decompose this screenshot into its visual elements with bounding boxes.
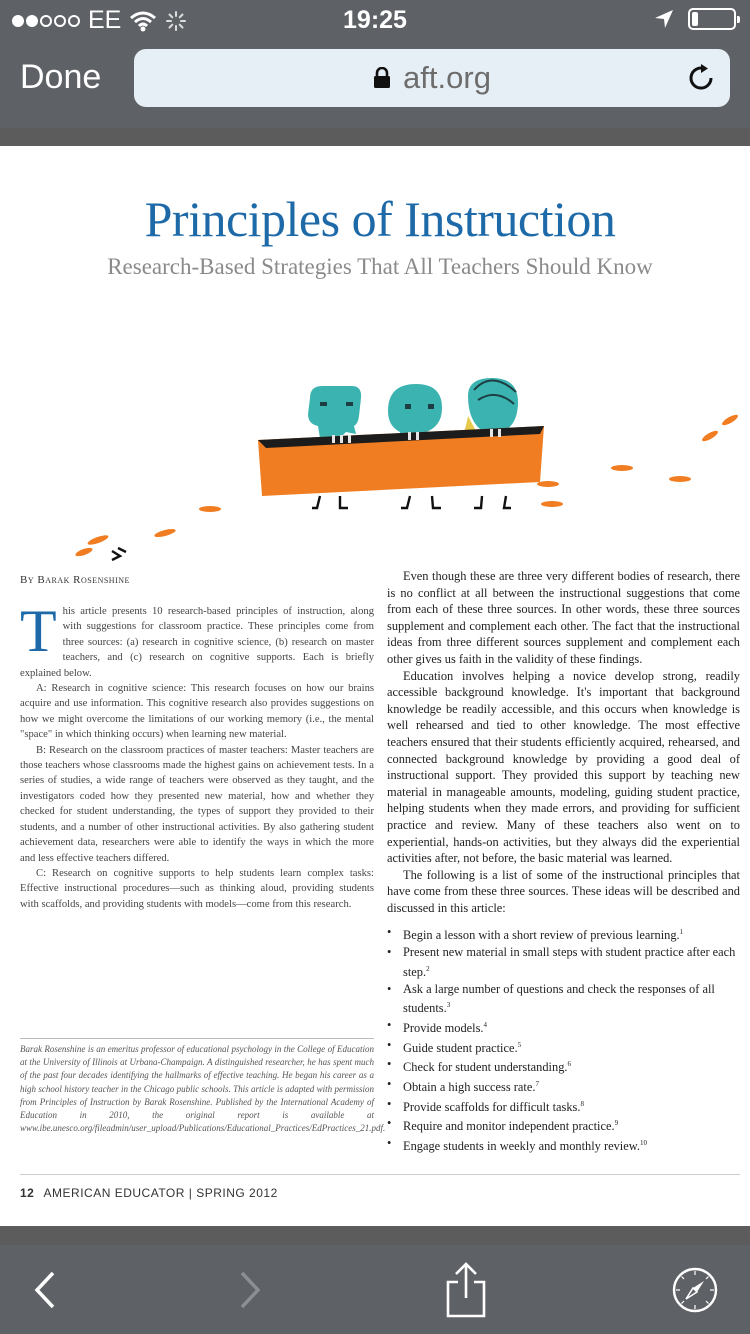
location-arrow-icon [654, 9, 674, 29]
list-item: • Provide scaffolds for difficult tasks.$^8$ [387, 1096, 740, 1116]
paragraph-cognitive-supports: C: Research on cognitive supports to help students learn complex tasks: Effective instructional procedures—such as thinking aloud, providing students with scaffolds, and providing students with models—come from this research. [20, 867, 374, 910]
paragraph-background-knowledge: Education involves helping a novice develop strong, readily accessible background knowledge. It's important that background knowledge be readily accessible, and this occurs when knowledge is well rehearsed and tied to other knowledge. The most effective teachers ensured that their students efficiently acquired, rehearsed, and connected background knowledge by providing a good deal of instructional support. They provided this support by teaching new material in manageable amounts, modeling, guiding student practice, helping students when they made errors, and providing for sufficient practice and review. Many of these teachers also went on to experiential, hands-on activities, but they always did the experiential activities after, not before, the basic material was learned. [387, 668, 740, 866]
status-bar [0, 0, 750, 40]
article-subtitle: Research-Based Strategies That All Teachers Should Know [107, 254, 653, 279]
paragraph-list-intro: The following is a list of some of the instructional principles that have come from these three sources. These ideas will be described and discussed in this article: [387, 867, 740, 915]
list-item: • Obtain a high success rate.$^7$ [387, 1076, 740, 1096]
url-text: aft.org [403, 60, 491, 95]
safari-button[interactable] [650, 1245, 740, 1334]
publication-line: AMERICAN EDUCATOR | SPRING 2012 [43, 1186, 278, 1200]
list-item: • Require and monitor independent practice.$^9$ [387, 1115, 740, 1135]
principles-list [387, 924, 740, 1154]
list-item: • Check for student understanding.$^6$ [387, 1056, 740, 1076]
lock-icon [373, 67, 391, 89]
web-content[interactable] [0, 128, 750, 1245]
reload-icon[interactable] [686, 63, 716, 93]
paragraph-three-sources: Even though these are three very different bodies of research, there is no conflict at all between the instructional suggestions that come from each of these three sources. In other words, these three sources supplement and complement each other. The fact that the instructional ideas from three different sources supplement and complement each other gives us faith in the validity of these findings. [387, 569, 740, 666]
list-item: • Provide models.$^4$ [387, 1017, 740, 1037]
forward-button[interactable] [205, 1245, 295, 1334]
byline: By Barak Rosenshine [20, 574, 130, 586]
bottom-toolbar [0, 1245, 750, 1334]
share-icon [446, 1262, 486, 1318]
intro-paragraph: his article presents 10 research-based principles of instruction, along with suggestions for classroom practice. These principles come from three sources: (a) research in cognitive science, (b) research on master teachers, and (c) research on cognitive supports. Each is briefly explained below. [20, 606, 374, 679]
article-column-right [387, 568, 740, 1155]
article-column-left [20, 598, 374, 912]
list-item: • Begin a lesson with a short review of previous learning.$^1$ [387, 924, 740, 944]
footer-divider [20, 1174, 740, 1175]
address-content [134, 49, 730, 107]
paragraph-cognitive-science: A: Research in cognitive science: This research focuses on how our brains acquire and use information. This cognitive research also provides suggestions on how we might overcome the limitations of our working memory (i.e., the mental "space" in which thinking occurs) when learning new material. [20, 683, 374, 741]
back-button[interactable] [0, 1245, 90, 1334]
status-right [654, 8, 736, 30]
carrier-name: EE [88, 6, 122, 34]
share-button[interactable] [421, 1245, 511, 1334]
battery-icon [688, 8, 736, 30]
chevron-left-icon [33, 1270, 57, 1310]
list-item: • Present new material in small steps with student practice after each step.$^2$ [387, 944, 740, 980]
article-title: Principles of Instruction [144, 191, 616, 247]
list-item: • Engage students in weekly and monthly review.$^{10}$ [387, 1135, 740, 1155]
pdf-page[interactable] [0, 146, 750, 1226]
battery-level [692, 12, 698, 26]
done-button[interactable]: Done [20, 58, 102, 96]
paragraph-master-teachers: B: Research on the classroom practices of master teachers: Master teachers are those teachers whose classrooms made the highest gains on achievement tests. In a series of studies, a wide range of teachers were observed as they taught, and the investigators coded how they presented new material, how and whether they checked for student understanding, the types of support they provided to their students, and a number of other instructional activities. By also gathering student achievement data, researchers were able to identify the ways in which the more and less effective teachers differed. [20, 744, 374, 864]
list-item: • Ask a large number of questions and check the responses of all students.$^3$ [387, 981, 740, 1017]
list-item: • Guide student practice.$^5$ [387, 1037, 740, 1057]
author-note: Barak Rosenshine is an emeritus professor of educational psychology in the College of Education at the University of Illinois at Urbana-Champaign. A distinguished researcher, he has spent much of the past four decades identifying the hallmarks of effective teaching. He began his career as a high school history teacher in the Chicago public schools. This article is adapted with permission from Principles of Instruction by Barak Rosenshine. Published by the International Academy of Education in 2010, the original report is available at www.ibe.unesco.org/fileadmin/user_upload/Publications/Educational_Practices/EdPractices_21.pdf. [20, 1038, 374, 1135]
chevron-right-icon [238, 1270, 262, 1310]
address-bar[interactable] [134, 49, 730, 107]
page-number: 12 [20, 1186, 35, 1200]
drop-cap: T [20, 598, 57, 664]
status-time: 19:25 [343, 6, 407, 34]
page-footer [20, 1186, 278, 1200]
browser-chrome [0, 0, 750, 128]
compass-icon [671, 1266, 719, 1314]
navigation-bar [0, 40, 750, 128]
illustration-image [70, 356, 750, 566]
